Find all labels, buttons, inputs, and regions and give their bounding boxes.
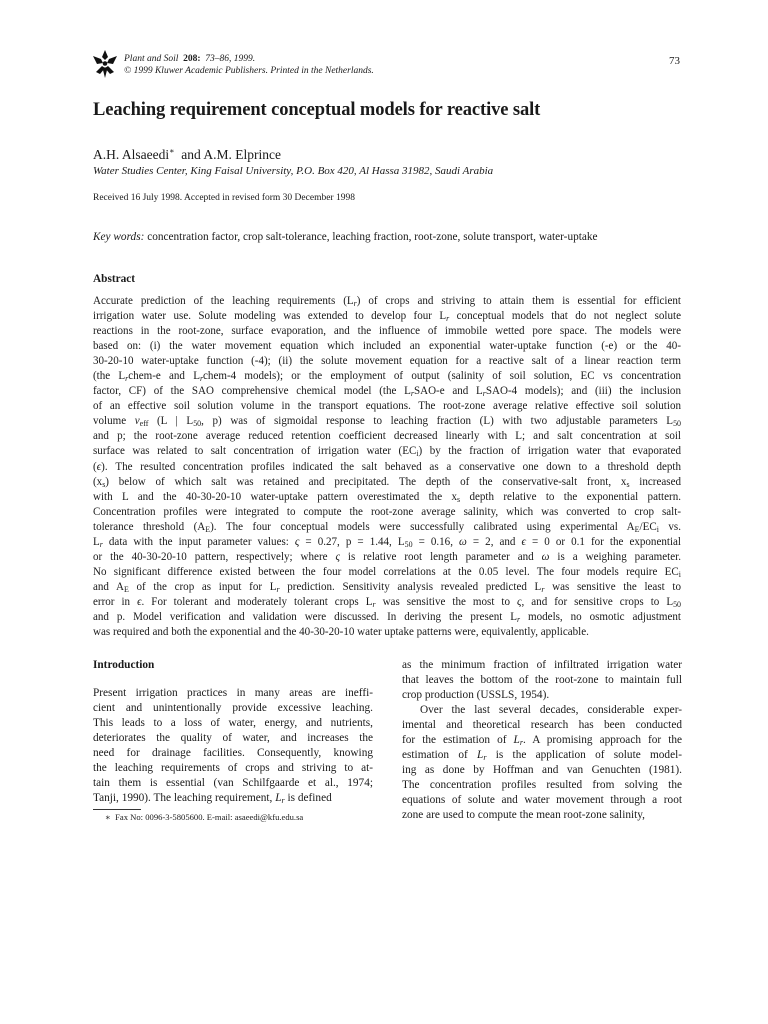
- kluwer-logo-icon: [93, 50, 117, 78]
- journal-citation: [124, 53, 374, 77]
- introduction-line: tain them is essential (van Schilfgaarde et al., 1974;: [93, 777, 373, 790]
- copyright-line: © 1999 Kluwer Academic Publishers. Printed in the Netherlands.: [124, 66, 374, 76]
- author-name: and A.M. Elprince: [181, 147, 282, 162]
- footnote-divider: [93, 809, 141, 810]
- abstract-line: Concentration profiles were integrated to compute the root-zone average salinity, which was converted to crop salt-: [93, 505, 681, 518]
- abstract-line: or the 40-30-20-10 pattern, respectively; where ς is relative root length parameter and ω is a weighing parameter.: [93, 550, 681, 563]
- abstract-line: 30-20-10 water-uptake function (-4); (ii) the solute movement equation for a reactive salt of a linear reaction term: [93, 355, 681, 368]
- introduction-column-left: [93, 686, 373, 806]
- footnote-mark: ∗: [105, 812, 111, 822]
- abstract-line: tolerance threshold $(A_E)$. The four conceptual models were successfully calibrated using experimental $A_E/EC_i$ vs.: [93, 520, 681, 534]
- introduction-line: zone are used to compute the mean root-zone salinity,: [402, 809, 646, 822]
- abstract-line: was required and both the exponential and the 40-30-20-10 water uptake patterns were, equivalently, applicable.: [93, 626, 589, 639]
- abstract-line: $(x_s)$ below of which salt was retained and precipitated. The depth of the conservative-salt front, $x_s$ increased: [93, 475, 682, 489]
- author-list: [93, 147, 281, 163]
- introduction-line: Tanji, 1990). The leaching requirement, $L_r$ is defined: [93, 792, 332, 806]
- footnote-text: Fax No: 0096-3-5805600. E-mail: asaeedi@kfu.edu.sa: [115, 812, 304, 822]
- abstract-line: $L_r$ data with the input parameter values: ς = 0.27, p = 1.44, $L_{50} = 0.16$, ω = 2, and ϵ = 0 or 0.1 for the exponential: [93, 535, 681, 549]
- introduction-line: crop production (USSLS, 1954).: [402, 689, 550, 702]
- introduction-line: This leads to a loss of water, energy, and nutrients,: [93, 717, 373, 730]
- abstract-line: Accurate prediction of the leaching requirements $(L_r)$ of crops and striving to attain them is essential for efficient: [93, 295, 681, 308]
- abstract-line: irrigation water use. Solute modeling was extended to develop four $L_r$ conceptual models that do not neglect solute: [93, 310, 681, 324]
- abstract-heading: Abstract: [93, 273, 136, 285]
- abstract-line: (the $L_rchem-e$ and $L_rchem-4$ models); or the employment of output (salinity of soil solution, EC vs concentration: [93, 370, 682, 384]
- received-dates: Received 16 July 1998. Accepted in revised form 30 December 1998: [93, 193, 355, 203]
- keywords: [93, 231, 598, 243]
- journal-pages: 73–86, 1999.: [205, 54, 256, 64]
- introduction-column-right: [402, 658, 682, 824]
- footnote-marker: ∗: [169, 146, 175, 156]
- introduction-line: as the minimum fraction of infiltrated irrigation water: [402, 659, 682, 671]
- abstract-line: No significant difference existed between the four model correlations at the 0.05 level. The four models require $EC_i$: [93, 565, 681, 579]
- abstract-line: and p; the root-zone average reduced retention coefficient decreased linearly with L; and salt concentration at soil: [93, 430, 681, 443]
- abstract-line: of an effective soil solution volume in the transport equations. The root-zone average relative effective soil solution: [93, 400, 681, 413]
- abstract-text: [93, 294, 681, 640]
- keywords-label: Key words:: [93, 231, 145, 243]
- article-title: Leaching requirement conceptual models for reactive salt: [93, 100, 541, 120]
- introduction-line: for the estimation of $L_r$. A promising approach for the: [402, 734, 682, 748]
- introduction-line: cient and unintentionally provide excessive leaching.: [93, 702, 373, 715]
- introduction-heading: Introduction: [93, 659, 155, 671]
- introduction-line: that leaves the bottom of the root-zone to maintain full: [402, 674, 682, 687]
- author-affiliation: Water Studies Center, King Faisal University, P.O. Box 420, Al Hassa 31982, Saudi Arabia: [93, 165, 494, 177]
- introduction-line: The concentration profiles resulted from solving the: [402, 779, 682, 792]
- introduction-line: need for drainage facilities. Consequently, knowing: [93, 747, 373, 760]
- introduction-line: imental and theoretical research has been conducted: [402, 719, 682, 732]
- abstract-line: based on: (i) the water movement equation which included an exponential water-uptake function (-e) or the 40-: [93, 340, 681, 353]
- journal-volume: 208:: [183, 54, 201, 64]
- abstract-line: surface was related to salt concentration of irrigation water $(EC_i)$ by the fraction of irrigation water that evaporated: [93, 445, 681, 459]
- page-number: 73: [669, 55, 680, 67]
- journal-line: [124, 53, 374, 65]
- introduction-line: Present irrigation practices in many areas are ineffi-: [93, 687, 373, 699]
- introduction-line: the leaching requirements of crops and striving to at-: [93, 762, 373, 775]
- abstract-line: and p. Model verification and validation were discussed. In deriving the present $L_r$ models, no osmotic adjustment: [93, 610, 681, 624]
- introduction-line: estimation of $L_r$ is the application of solute model-: [402, 749, 682, 763]
- abstract-line: error in ϵ. For tolerant and moderately tolerant crops $L_r$ was sensitive the most to ς, and for sensitive crops to $L_{50}$: [93, 595, 682, 609]
- introduction-line: equations of solute and water movement through a root: [402, 794, 682, 807]
- abstract-line: with L and the 40-30-20-10 water-uptake pattern overestimated the $x_s$ depth relative to the exponential pattern.: [93, 490, 681, 504]
- journal-name: Plant and Soil: [124, 54, 179, 64]
- abstract-line: volume $v_{eff}$ (L | $L_{50}$, p) was of sigmoidal response to leaching fraction (L) with two adjustable parameters $L_{50}$: [93, 415, 681, 429]
- introduction-line: deteriorates the quality of water, and increases the: [93, 732, 373, 745]
- keywords-text: concentration factor, crop salt-tolerance, leaching fraction, root-zone, solute transport, water-uptake: [147, 231, 598, 243]
- author-name: A.H. Alsaeedi: [93, 147, 170, 162]
- footnote: [105, 812, 303, 823]
- abstract-line: and $A_E$ of the crop as input for $L_r$ prediction. Sensitivity analysis revealed predicted $L_r$ was sensitive the least to: [93, 580, 681, 594]
- abstract-line: (ϵ). The resulted concentration profiles indicated the salt behaved as a conservative one down to a threshold depth: [93, 460, 681, 473]
- introduction-line: ing as done by Hoffman and van Genuchten (1981).: [402, 764, 682, 777]
- abstract-line: factor, CF) of the SAO comprehensive chemical model (the $L_rSAO-e$ and $L_rSAO-4$ models); and (iii) the inclusion: [93, 385, 681, 399]
- introduction-line: Over the last several decades, considerable exper-: [420, 704, 682, 717]
- abstract-line: reactions in the root-zone, surface evaporation, and the influence of immobile wetted pore space. The models were: [93, 325, 681, 338]
